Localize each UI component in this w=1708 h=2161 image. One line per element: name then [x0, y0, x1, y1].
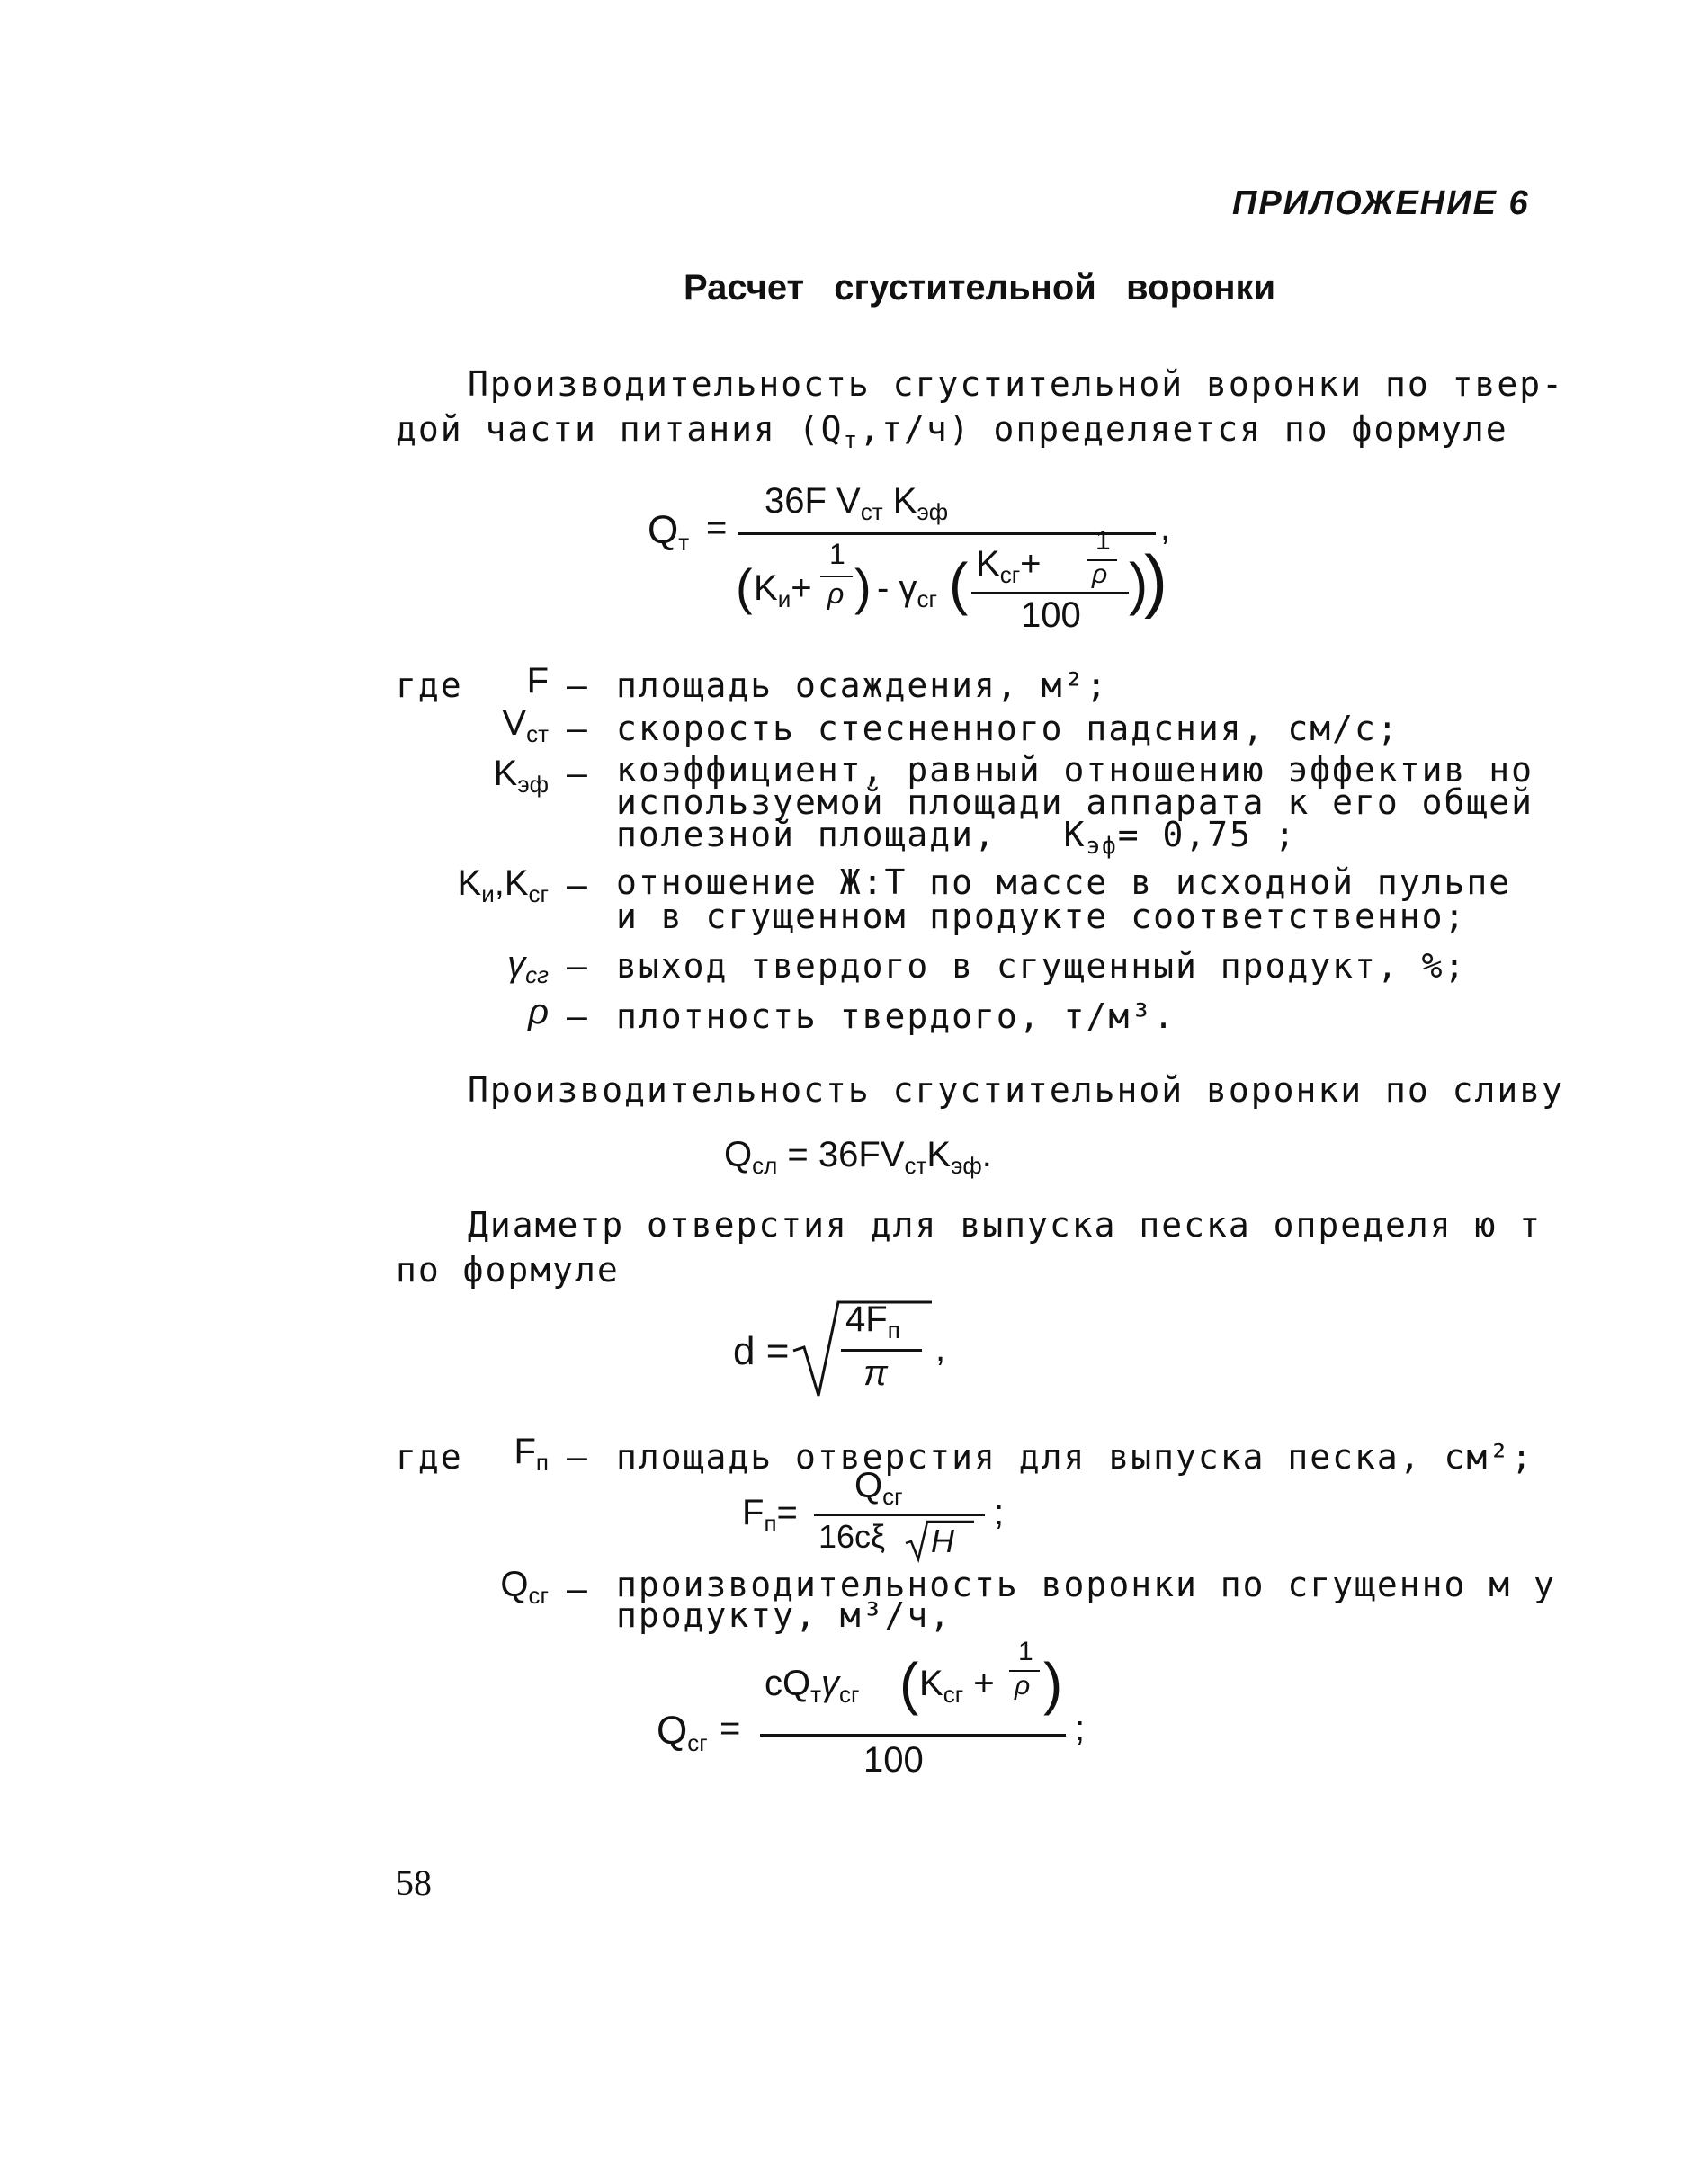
intro-line-1: Производительность сгустительной воронки по твер-	[468, 364, 1565, 404]
drain-text: Производительность сгустительной воронки по сливу	[468, 1070, 1565, 1110]
page-number: 58	[396, 1862, 432, 1903]
diameter-line-2: по формуле	[396, 1250, 620, 1290]
diameter-line-1: Диаметр отверстия для выпуска песка определя ю т	[468, 1205, 1543, 1245]
where-label-1: где	[396, 665, 463, 705]
where-label-2: где	[396, 1437, 463, 1477]
appendix-label: ПРИЛОЖЕНИЕ 6	[1232, 184, 1530, 222]
formula-qsl: $Q_{сл} = 36FV_{ст}K_{эф}$.	[724, 1135, 992, 1179]
intro-line-2: дой части питания $(Q_т,т/ч)$ определяется по формуле	[396, 409, 1508, 454]
page-title: Расчет сгустительной воронки	[684, 268, 1276, 308]
